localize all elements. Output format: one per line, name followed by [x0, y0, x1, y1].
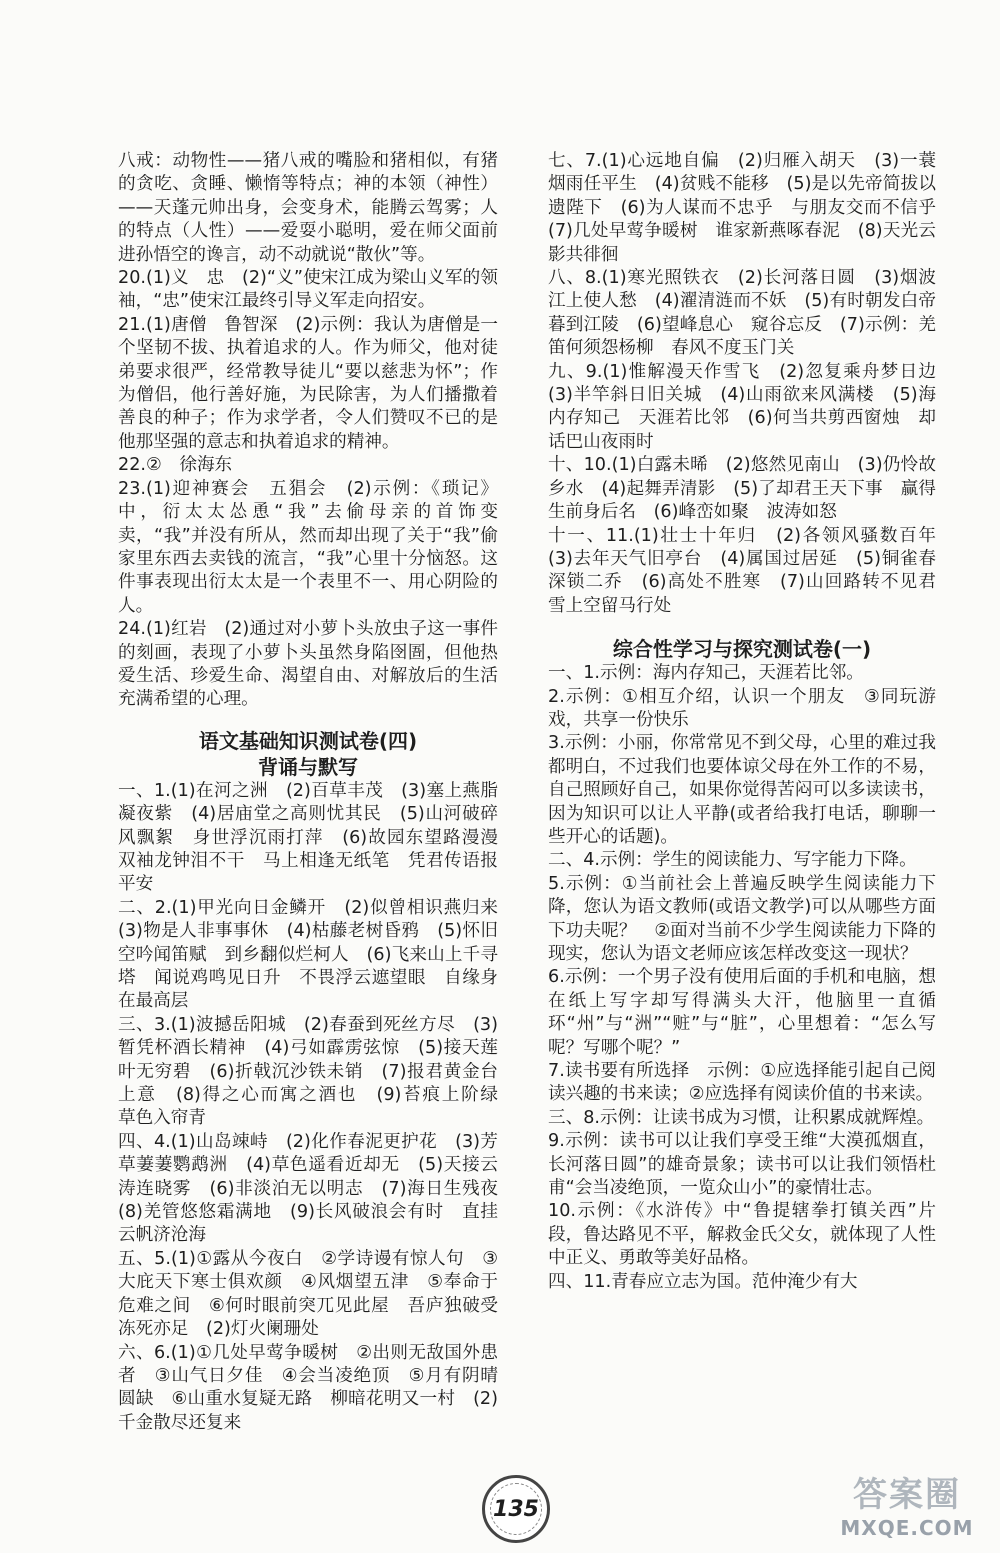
page-number: 135	[482, 1475, 550, 1543]
section-title: 综合性学习与探究测试卷(一)	[612, 637, 872, 662]
answer-23: 23.(1)迎神赛会 五猖会 (2)示例：《琐记》中，衍太太怂恿“我”去偷母亲的首饰变卖，“我”并没有所从，然而却出现了关于“我”偷家里东西去卖钱的流言，“我”心里十分恼怒。这件事表现出衍太太是一个表里不一、用心阴险的人。	[118, 478, 498, 616]
answer-s7: 7.读书要有所选择 示例：①应选择能引起自己阅读兴趣的书来读；②应选择有阅读价值的书来读。	[548, 1061, 936, 1105]
answer-q4: 四、4.(1)山岛竦峙 (2)化作春泥更护花 (3)芳草萋萋鹦鹉洲 (4)草色遥看近却无 (5)天接云涛连晓雾 (6)非淡泊无以明志 (7)海日生残夜 (8)羌管悠悠霜满地 (9)长风破浪会有时 直挂云帆济沧海	[118, 1131, 516, 1246]
watermark-logo	[832, 1467, 982, 1539]
answer-paragraph: 八戒：动物性——猪八戒的嘴脸和猪相似，有猪的贪吃、贪睡、懒惰等特点；神的本领（神性）——天蓬元帅出身，会变身术，能腾云驾雾；人的特点（人性）——爱耍小聪明，爱在师父面前进孙悟空的谗言，动不动就说“散伙”等。	[118, 151, 498, 265]
answer-s3: 3.示例：小丽，你常常见不到父母，心里的难过我都明白，不过我们也要体谅父母在外工作的不易，自己照顾好自己，如果你觉得苦闷可以多读读书，因为知识可以让人平静(或者给我打电话，聊聊一些开心的话题)。	[548, 733, 936, 847]
answer-s6: 6.示例：一个男子没有使用后面的手机和电脑，想在纸上写字却写得满头大汗，他脑里一直循环“州”与“洲”“赃”与“脏”，心里想着：“怎么写呢？写哪个呢？”	[548, 967, 936, 1058]
answer-q1: 一、1.(1)在河之洲 (2)百草丰茂 (3)塞上燕脂凝夜紫 (4)居庙堂之高则忧其民 (5)山河破碎风飘絮 身世浮沉雨打萍 (6)故园东望路漫漫 双袖龙钟泪不干 马上相逢无纸笔 凭君传语报平安	[118, 780, 516, 895]
answer-s2: 2.示例：①相互介绍，认识一个朋友 ③同玩游戏，共享一份快乐	[548, 686, 936, 730]
answer-24: 24.(1)红岩 (2)通过对小萝卜头放虫子这一事件的刻画，表现了小萝卜头虽然身陷囹圄，但他热爱生活、珍爱生命、渴望自由、对解放后的生活充满希望的心理。	[118, 619, 498, 710]
answer-s4: 二、4.示例：学生的阅读能力、写字能力下降。	[548, 850, 917, 871]
answer-q11: 十一、11.(1)壮士十年归 (2)各领风骚数百年 (3)去年天气旧亭台 (4)属国过居延 (5)铜雀春深锁二乔 (6)高处不胜寒 (7)山回路转不见君 雪上空留马行处	[548, 525, 954, 616]
answer-q5: 五、5.(1)①露从今夜白 ②学诗谩有惊人句 ③大庇天下寒士俱欢颜 ④风烟望五津 ⑤奉命于危难之间 ⑥何时眼前突兀见此屋 吾庐独破受冻死亦足 (2)灯火阑珊处	[118, 1248, 498, 1340]
answer-s5: 5.示例：①当前社会上普遍反映学生阅读能力下降，您认为语文教师(或语文教学)可以从哪些方面下功夫呢？ ②面对当前不少学生阅读能力下降的现实，您认为语文老师应该怎样改变这一现状？	[548, 873, 936, 964]
answer-21: 21.(1)唐僧 鲁智深 (2)示例：我认为唐僧是一个坚韧不拔、执着追求的人。作为师父，他对徒弟要求很严，经常教导徒儿“要以慈悲为怀”；作为僧侣，他行善好施，为民除害，为人们播撒着善良的种子；作为求学者，令人们赞叹不已的是他那坚强的意志和执着追求的精神。	[118, 314, 498, 452]
answer-s10: 10.示例：《水浒传》中“鲁提辖拳打镇关西”片段，鲁达路见不平，解救金氏父女，就体现了人性中正义、勇敢等美好品格。	[548, 1201, 936, 1269]
answer-s11: 四、11.青春应立志为国。范仲淹少有大	[548, 1271, 858, 1292]
answer-22: 22.② 徐海东	[118, 455, 233, 476]
watermark-url: MXQE.COM	[840, 1516, 974, 1540]
section-subtitle: 背诵与默写	[258, 754, 358, 779]
answer-s8: 三、8.示例：让读书成为习惯，让积累成就辉煌。	[548, 1107, 935, 1128]
answer-q2: 二、2.(1)甲光向日金鳞开 (2)似曾相识燕归来 (3)物是人非事事休 (4)枯藤老树昏鸦 (5)怀旧空吟闻笛赋 到乡翻似烂柯人 (6)飞来山上千寻塔 闻说鸡鸣见日升 不畏浮云遮望眼 自缘身在最高层	[118, 897, 516, 1012]
answer-q6: 六、6.(1)①几处早莺争暖树 ②出则无敌国外患者 ③山气日夕佳 ④会当凌绝顶 ⑤月有阴晴圆缺 ⑥山重水复疑无路 柳暗花明又一村 (2)千金散尽还复来	[118, 1342, 498, 1433]
answer-s1: 一、1.示例：海内存知己，天涯若比邻。	[548, 663, 864, 684]
watermark-text: 答案圈	[853, 1475, 961, 1515]
answer-s9: 9.示例：读书可以让我们享受王维“大漠孤烟直，长河落日圆”的雄奇景象；读书可以让我们领悟杜甫“会当凌绝顶，一览众山小”的豪情壮志。	[548, 1131, 936, 1199]
answer-q7: 七、7.(1)心远地自偏 (2)归雁入胡天 (3)一蓑烟雨任平生 (4)贫贱不能移 (5)是以先帝简拔以遗陛下 (6)为人谋而不忠乎 与朋友交而不信乎 (7)几处早莺争暖树 谁家新燕啄春泥 (8)天光云影共徘徊	[548, 151, 954, 265]
section-title: 语文基础知识测试卷(四)	[198, 728, 418, 753]
right-column	[548, 150, 954, 1294]
answer-20: 20.(1)义 忠 (2)“义”使宋江成为梁山义军的领袖，“忠”使宋江最终引导义军走向招安。	[118, 268, 498, 312]
answer-q9: 九、9.(1)惟解漫天作雪飞 (2)忽复乘舟梦日边 (3)半竿斜日旧关城 (4)山雨欲来风满楼 (5)海内存知己 天涯若比邻 (6)何当共剪西窗烛 却话巴山夜雨时	[548, 361, 954, 452]
answer-q3: 三、3.(1)波撼岳阳城 (2)春蚕到死丝方尽 (3)暂凭杯酒长精神 (4)弓如霹雳弦惊 (5)接天莲叶无穷碧 (6)折戟沉沙铁未销 (7)报君黄金台上意 (8)得之心而寓之酒也 (9)苔痕上阶绿 草色入帘青	[118, 1014, 516, 1129]
answer-q10: 十、10.(1)白露未晞 (2)悠然见南山 (3)仍怜故乡水 (4)起舞弄清影 (5)了却君王天下事 赢得生前身后名 (6)峰峦如聚 波涛如怒	[548, 455, 936, 523]
left-column	[118, 150, 516, 1435]
answer-q8: 八、8.(1)寒光照铁衣 (2)长河落日圆 (3)烟波江上使人愁 (4)濯清涟而不妖 (5)有时朝发白帝 暮到江陵 (6)望峰息心 窥谷忘反 (7)示例：羌笛何须怨杨柳 春风不度玉门关	[548, 268, 954, 359]
